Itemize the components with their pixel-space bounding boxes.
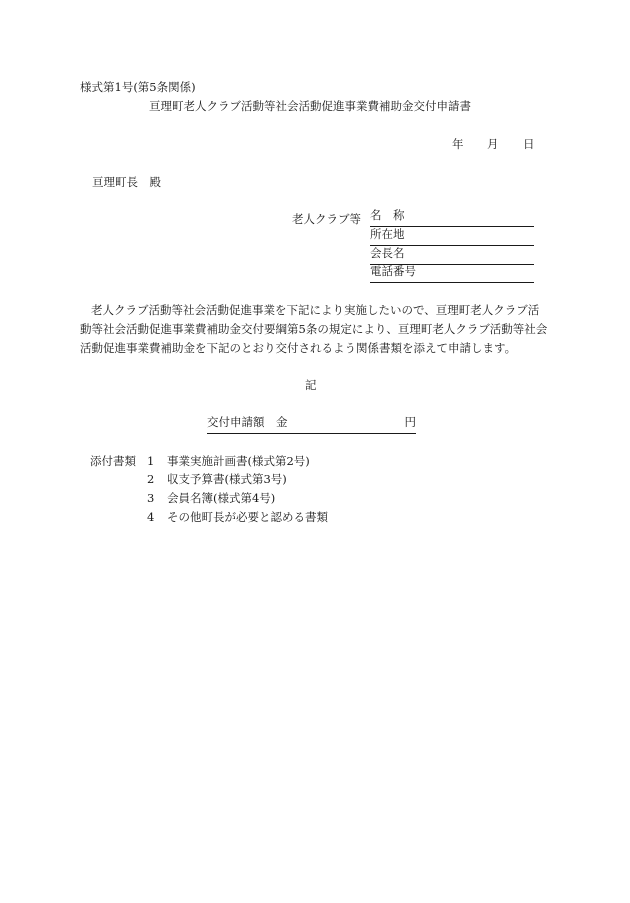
address-field — [370, 229, 534, 246]
attachments-label: 添付書類 — [90, 454, 136, 468]
attachment-number: 4 — [147, 510, 155, 524]
attachment-number: 3 — [147, 491, 155, 505]
form-number: 様式第1号(第5条関係) — [80, 80, 196, 94]
yen-unit: 円 — [404, 415, 416, 429]
application-amount-label: 交付申請額 金 — [207, 415, 288, 429]
applicant-label: 老人クラブ等 — [292, 212, 361, 226]
attachment-item: 事業実施計画書(様式第2号) — [167, 454, 310, 468]
name-field — [370, 210, 534, 227]
addressee: 亘理町長 殿 — [92, 175, 161, 189]
attachment-item: 収支予算書(様式第3号) — [167, 472, 287, 486]
name-field-label: 名 称 — [370, 208, 405, 222]
president-field — [370, 248, 534, 265]
phone-field-label: 電話番号 — [370, 264, 416, 278]
address-field-label: 所在地 — [370, 227, 405, 241]
ki-heading: 記 — [305, 378, 317, 392]
body-text-line: 活動促進事業費補助金を下記のとおり交付されるよう関係書類を添えて申請します。 — [80, 341, 517, 355]
document-title: 亘理町老人クラブ活動等社会活動促進事業費補助金交付申請書 — [149, 99, 471, 113]
date-year-label: 年 — [452, 137, 464, 151]
phone-field — [370, 266, 534, 283]
body-text-line: 動等社会活動促進事業費補助金交付要綱第5条の規定により、亘理町老人クラブ活動等社会 — [80, 322, 548, 336]
attachment-number: 2 — [147, 472, 155, 486]
president-field-label: 会長名 — [370, 246, 405, 260]
attachment-number: 1 — [147, 454, 155, 468]
date-month-label: 月 — [487, 137, 499, 151]
attachment-item: その他町長が必要と認める書類 — [167, 510, 328, 524]
date-day-label: 日 — [523, 137, 535, 151]
application-amount-field — [207, 417, 416, 434]
attachment-item: 会員名簿(様式第4号) — [167, 491, 276, 505]
body-text-line: 老人クラブ活動等社会活動促進事業を下記により実施したいので、亘理町老人クラブ活 — [91, 303, 540, 317]
